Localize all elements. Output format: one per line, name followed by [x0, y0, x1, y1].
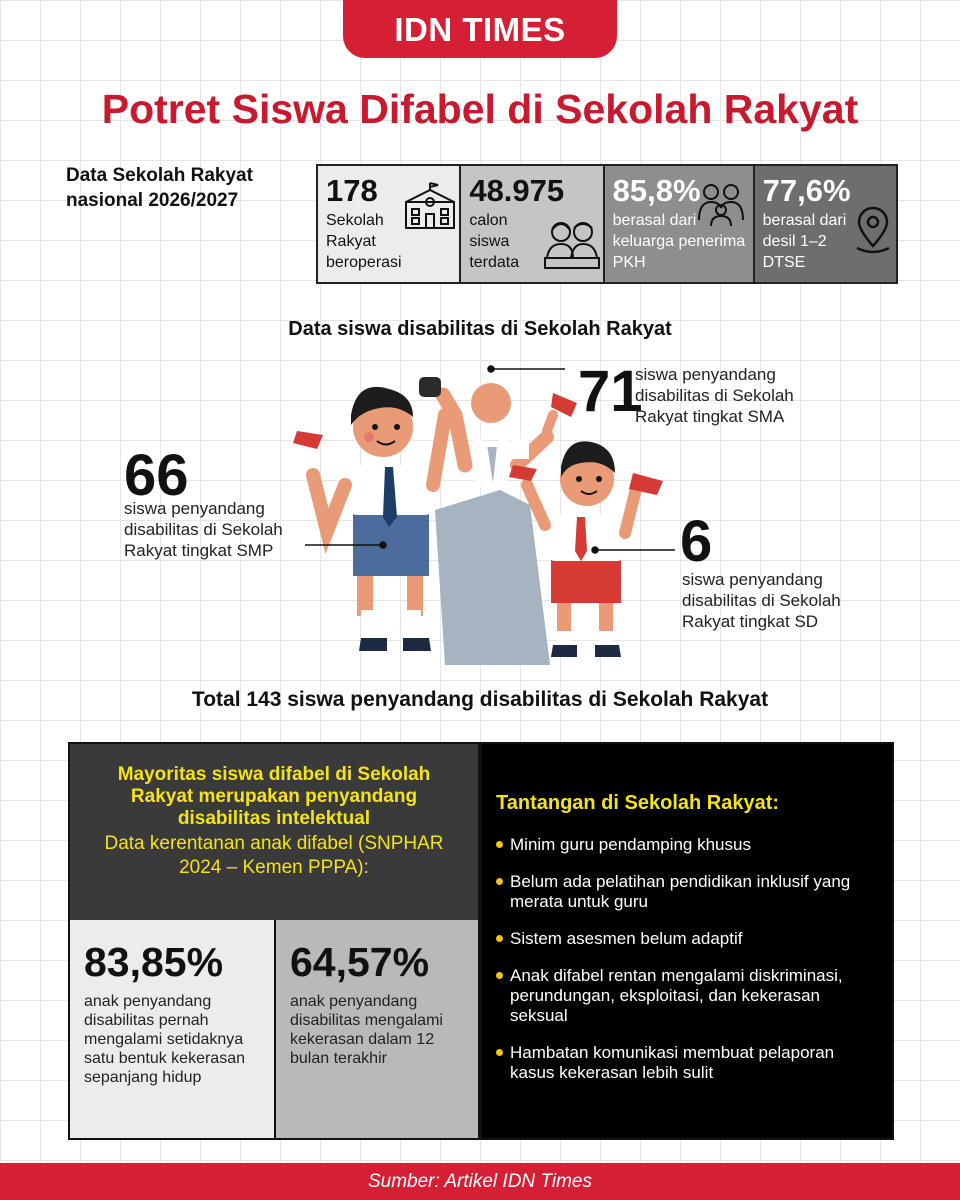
stat-value: 178	[326, 173, 378, 208]
stat-desc: Sekolah Rakyat beroperasi	[326, 212, 402, 271]
students-icon	[543, 216, 601, 270]
school-building-icon	[402, 182, 458, 230]
stat-desc: anak penyandang disabilitas pernah mengalami setidaknya satu bentuk kekerasan sepanjang hidup	[84, 993, 245, 1086]
list-item-text: Minim guru pendamping khusus	[510, 835, 751, 854]
list-item	[496, 1043, 882, 1083]
sd-count: 6	[680, 509, 713, 574]
stat-desc: anak penyandang disabilitas mengalami kekerasan dalam 12 bulan terakhir	[290, 993, 443, 1067]
bullet-icon	[496, 935, 503, 942]
list-item	[496, 929, 882, 949]
brand-logo: IDN TIMES	[343, 0, 617, 58]
stat-students	[461, 166, 604, 282]
location-pin-icon	[853, 206, 893, 254]
challenges-panel	[480, 742, 894, 1140]
stat-desc: calon siswa terdata	[469, 212, 520, 271]
stat-desc: berasal dari desil 1–2 DTSE	[762, 212, 847, 271]
list-item-text: Belum ada pelatihan pendidikan inklusif yang merata untuk guru	[510, 872, 851, 911]
stats-row	[316, 164, 898, 284]
stat-pkh	[605, 166, 755, 282]
vulnerability-stat-lifetime	[70, 920, 276, 1138]
source-footer: Sumber: Artikel IDN Times	[0, 1163, 960, 1200]
list-item	[496, 835, 882, 855]
vulnerability-headline: Mayoritas siswa difabel di Sekolah Rakyat merupakan penyandang disabilitas intelektual	[117, 764, 431, 829]
challenges-title: Tantangan di Sekolah Rakyat:	[496, 792, 780, 814]
stat-schools	[318, 166, 461, 282]
list-item-text: Hambatan komunikasi membuat pelaporan kasus kekerasan lebih sulit	[510, 1043, 835, 1082]
vulnerability-stat-12months	[276, 920, 478, 1138]
stat-value: 77,6%	[762, 173, 851, 208]
list-item	[496, 966, 882, 1026]
sma-count: 71	[578, 359, 643, 424]
stat-value: 64,57%	[290, 939, 430, 985]
total-summary: Total 143 siswa penyandang disabilitas di Sekolah Rakyat	[191, 688, 769, 711]
disability-section-title: Data siswa disabilitas di Sekolah Rakyat	[288, 318, 672, 340]
vulnerability-panel	[68, 742, 480, 1140]
stat-value: 85,8%	[612, 173, 701, 208]
challenges-list	[496, 835, 882, 1083]
list-item-text: Sistem asesmen belum adaptif	[510, 929, 743, 948]
bullet-icon	[496, 1049, 503, 1056]
stat-desc: berasal dari keluarga penerima PKH	[612, 212, 746, 271]
stats-label: Data Sekolah Rakyat nasional 2026/2027	[66, 165, 253, 211]
stat-dtse	[755, 166, 896, 282]
page-title: Potret Siswa Difabel di Sekolah Rakyat	[101, 86, 859, 132]
smp-desc: siswa penyandang disabilitas di Sekolah Rakyat tingkat SMP	[124, 499, 283, 560]
stat-value: 83,85%	[84, 939, 224, 985]
smp-count: 66	[124, 443, 189, 508]
family-icon	[697, 182, 745, 228]
sd-desc: siswa penyandang disabilitas di Sekolah Rakyat tingkat SD	[682, 570, 841, 631]
bullet-icon	[496, 972, 503, 979]
vulnerability-source: Data kerentanan anak difabel (SNPHAR 2024 – Kemen PPPA):	[104, 833, 444, 878]
stat-value: 48.975	[469, 173, 565, 208]
sma-desc: siswa penyandang disabilitas di Sekolah Rakyat tingkat SMA	[635, 365, 794, 426]
list-item-text: Anak difabel rentan mengalami diskriminasi, perundungan, eksploitasi, dan kekerasan seksual	[510, 966, 843, 1025]
list-item	[496, 872, 882, 912]
vulnerability-header	[70, 744, 478, 920]
bullet-icon	[496, 878, 503, 885]
bullet-icon	[496, 841, 503, 848]
